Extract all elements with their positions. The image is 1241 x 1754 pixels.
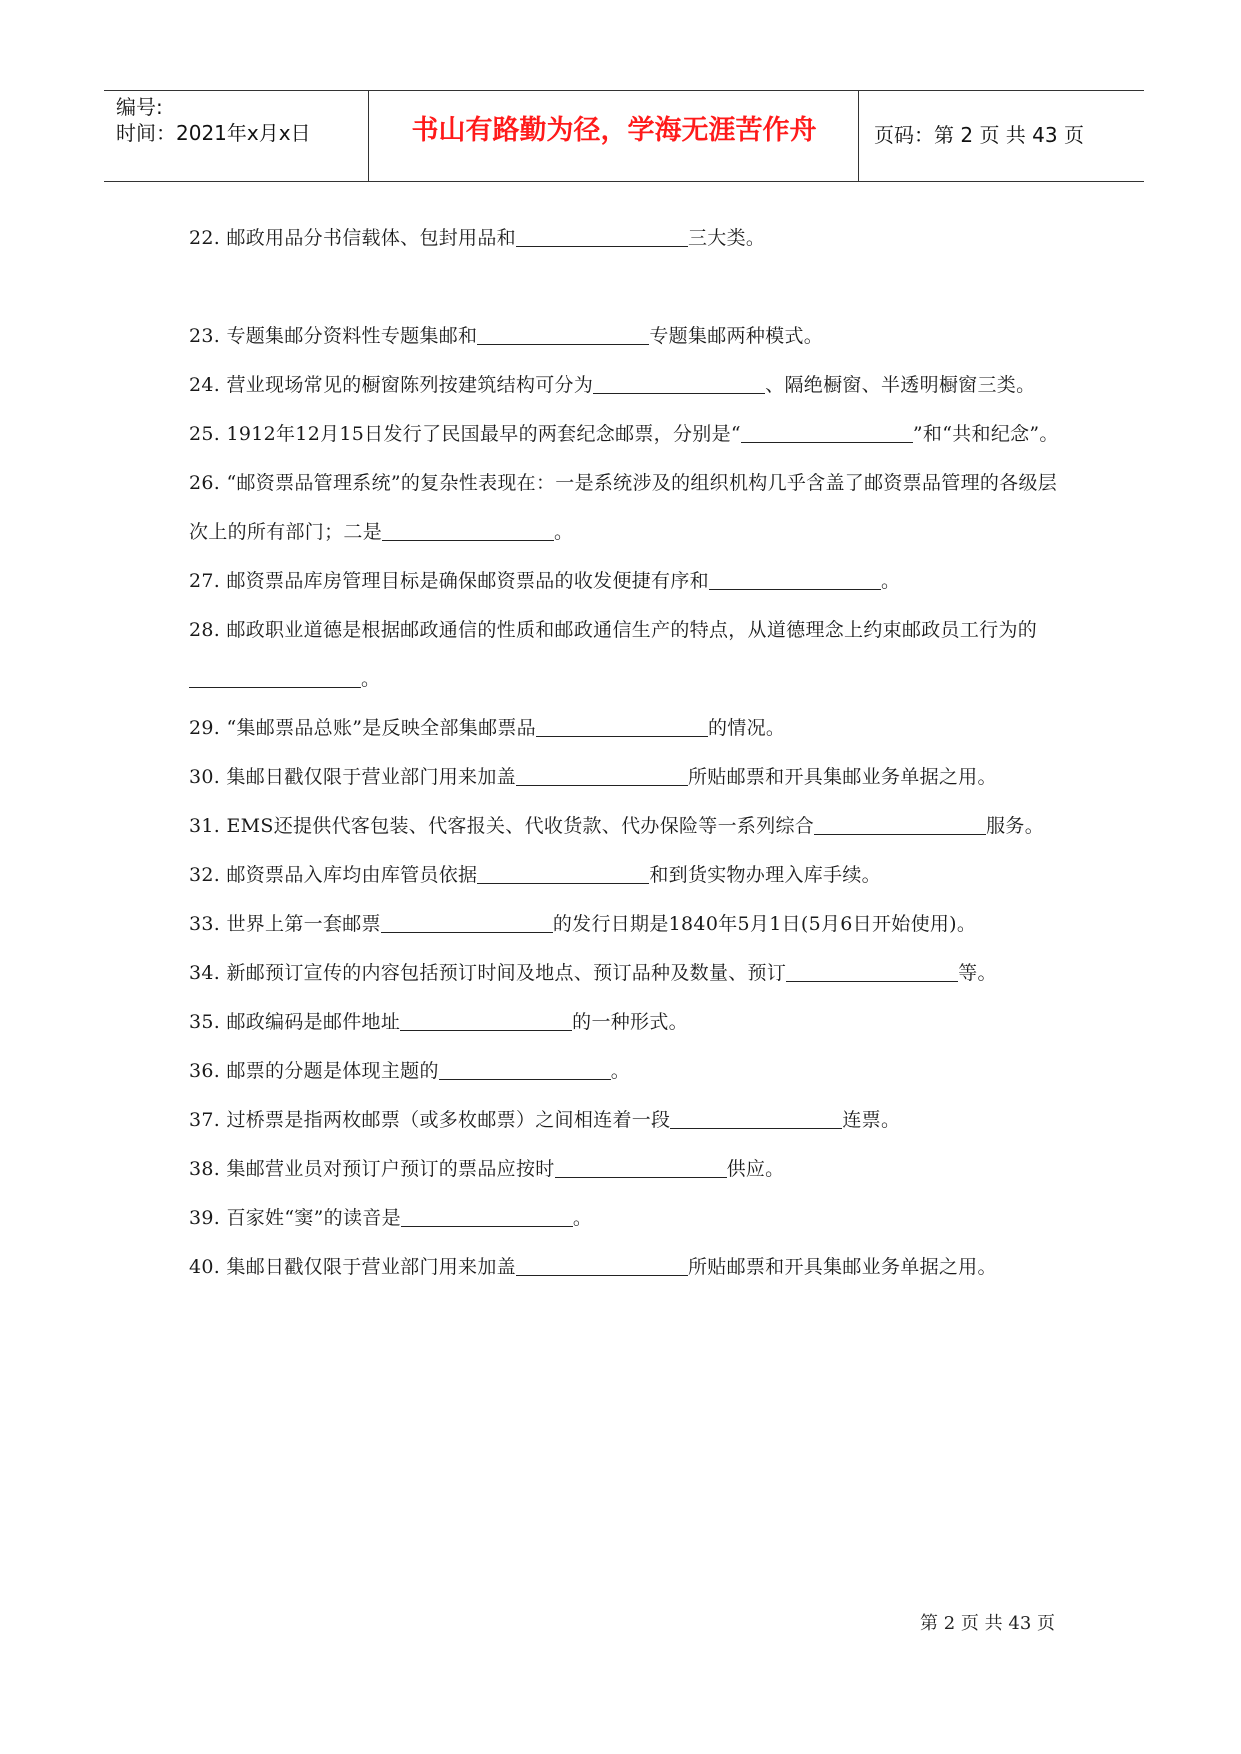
answer-blank[interactable] <box>786 959 958 982</box>
question-text: 23. 专题集邮分资料性专题集邮和 <box>189 325 478 347</box>
answer-blank[interactable] <box>709 567 881 590</box>
question-item <box>189 998 1060 1047</box>
question-text: 35. 邮政编码是邮件地址 <box>189 1011 401 1033</box>
question-text: 。 <box>610 1060 631 1082</box>
question-text: 27. 邮资票品库房管理目标是确保邮资票品的收发便捷有序和 <box>189 570 709 592</box>
question-list <box>189 214 1060 1292</box>
question-item <box>189 214 1060 263</box>
question-text: 等。 <box>958 962 997 984</box>
question-text: 34. 新邮预订宣传的内容包括预订时间及地点、预订品种及数量、预订 <box>189 962 787 984</box>
answer-blank[interactable] <box>382 518 554 541</box>
question-item <box>189 410 1060 459</box>
answer-blank[interactable] <box>189 665 361 688</box>
header-page-number: 页码：第 2 页 共 43 页 <box>874 123 1084 147</box>
question-text: 三大类。 <box>687 227 766 249</box>
question-text: 26. “邮资票品管理系统”的复杂性表现在：一是系统涉及的组织机构几乎含盖了邮资票品管理的各级层次上的所有部门；二是 <box>189 472 1058 543</box>
question-item <box>189 753 1060 802</box>
document-time-label: 时间：2021年x月x日 <box>116 121 311 145</box>
question-text: 36. 邮票的分题是体现主题的 <box>189 1060 439 1082</box>
question-text: 服务。 <box>986 815 1045 837</box>
question-text: 所贴邮票和开具集邮业务单据之用。 <box>687 766 997 788</box>
question-text: 专题集邮两种模式。 <box>649 325 824 347</box>
question-text: 32. 邮资票品入库均由库管员依据 <box>189 864 478 886</box>
question-item <box>189 1096 1060 1145</box>
question-text: 24. 营业现场常见的橱窗陈列按建筑结构可分为 <box>189 374 594 396</box>
question-text: 。 <box>554 521 574 543</box>
question-text: 25. 1912年12月15日发行了民国最早的两套纪念邮票，分别是“ <box>189 423 741 445</box>
answer-blank[interactable] <box>814 812 986 835</box>
question-text: 22. 邮政用品分书信载体、包封用品和 <box>189 227 516 249</box>
header-divider <box>858 91 859 181</box>
question-text: 的情况。 <box>707 717 786 739</box>
question-item <box>189 606 1060 704</box>
answer-blank[interactable] <box>477 322 649 345</box>
question-text: 和到货实物办理入库手续。 <box>649 864 881 886</box>
header-motto: 书山有路勤为径，学海无涯苦作舟 <box>411 115 817 146</box>
answer-blank[interactable] <box>381 910 553 933</box>
answer-blank[interactable] <box>516 224 688 247</box>
answer-blank[interactable] <box>741 420 913 443</box>
question-text: 的一种形式。 <box>572 1011 688 1033</box>
question-item <box>189 1243 1060 1292</box>
question-item <box>189 900 1060 949</box>
page-header <box>104 90 1144 182</box>
header-divider <box>368 91 369 181</box>
answer-blank[interactable] <box>401 1204 573 1227</box>
question-item <box>189 1194 1060 1243</box>
question-item <box>189 704 1060 753</box>
question-item <box>189 1047 1060 1096</box>
question-item <box>189 557 1060 606</box>
question-text: 、隔绝橱窗、半透明橱窗三类。 <box>765 374 1036 396</box>
page-footer: 第 2 页 共 43 页 <box>920 1613 1055 1634</box>
answer-blank[interactable] <box>670 1106 842 1129</box>
question-text: 37. 过桥票是指两枚邮票（或多枚邮票）之间相连着一段 <box>189 1109 671 1131</box>
question-text: ”和“共和纪念”。 <box>912 423 1059 445</box>
question-text: 。 <box>572 1207 593 1229</box>
question-text: 。 <box>880 570 901 592</box>
question-text: 供应。 <box>726 1158 785 1180</box>
question-item <box>189 459 1060 557</box>
answer-blank[interactable] <box>477 861 649 884</box>
question-text: 31. EMS还提供代客包装、代客报关、代收货款、代办保险等一系列综合 <box>189 815 815 837</box>
question-item <box>189 1145 1060 1194</box>
document-number-label: 编号: <box>116 95 163 119</box>
answer-blank[interactable] <box>516 763 688 786</box>
question-text: 连票。 <box>842 1109 901 1131</box>
answer-blank[interactable] <box>400 1008 572 1031</box>
question-text: 的发行日期是1840年5月1日(5月6日开始使用)。 <box>552 913 977 935</box>
question-text: 28. 邮政职业道德是根据邮政通信的性质和邮政通信生产的特点，从道德理念上约束邮政员工行为的 <box>189 619 1038 641</box>
answer-blank[interactable] <box>516 1253 688 1276</box>
answer-blank[interactable] <box>536 714 708 737</box>
question-text: 33. 世界上第一套邮票 <box>189 913 381 935</box>
question-item <box>189 802 1060 851</box>
question-item <box>189 851 1060 900</box>
question-item <box>189 949 1060 998</box>
question-text: 39. 百家姓“窦”的读音是 <box>189 1207 401 1229</box>
question-text: 。 <box>361 668 381 690</box>
question-item <box>189 312 1060 361</box>
question-text: 29. “集邮票品总账”是反映全部集邮票品 <box>189 717 536 739</box>
answer-blank[interactable] <box>593 371 765 394</box>
question-text: 30. 集邮日戳仅限于营业部门用来加盖 <box>189 766 516 788</box>
question-text: 38. 集邮营业员对预订户预订的票品应按时 <box>189 1158 555 1180</box>
question-item <box>189 361 1060 410</box>
answer-blank[interactable] <box>555 1155 727 1178</box>
answer-blank[interactable] <box>439 1057 611 1080</box>
question-text: 所贴邮票和开具集邮业务单据之用。 <box>687 1256 997 1278</box>
question-text: 40. 集邮日戳仅限于营业部门用来加盖 <box>189 1256 516 1278</box>
